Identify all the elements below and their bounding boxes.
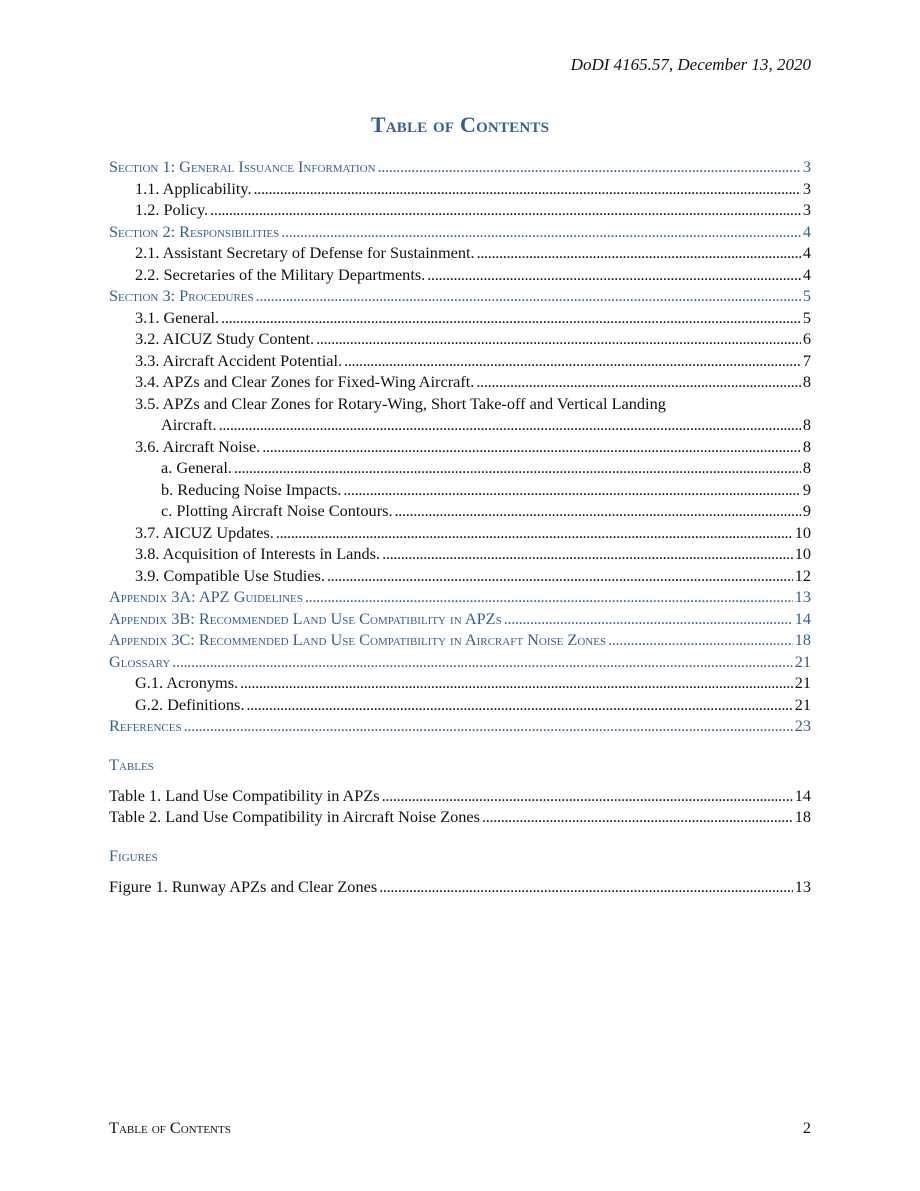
- toc-section-entry-page: 3: [802, 157, 811, 176]
- toc-entry-page: 3: [802, 200, 811, 219]
- page-header: DoDI 4165.57, December 13, 2020: [570, 55, 811, 74]
- toc-entry-text: 3.6. Aircraft Noise.: [135, 436, 261, 456]
- toc-entry-page: 21: [794, 673, 811, 692]
- dot-leader: [382, 544, 793, 564]
- dot-leader: [246, 695, 792, 715]
- toc-entry[interactable]: [109, 437, 811, 459]
- tables-heading: Tables: [109, 754, 154, 774]
- toc-entry-page: 10: [794, 522, 811, 542]
- toc-section-entry-page: 13: [794, 587, 811, 606]
- toc-entry-page: 3: [802, 178, 811, 198]
- toc-section-entry[interactable]: [109, 222, 811, 244]
- dot-leader: [210, 200, 801, 220]
- toc-entry-page: 9: [802, 479, 811, 499]
- dot-leader: [382, 786, 793, 806]
- toc-entry-text: 3.3. Aircraft Accident Potential.: [135, 350, 343, 370]
- toc-entry-page: 7: [802, 350, 811, 370]
- figure-entry[interactable]: [109, 877, 811, 899]
- toc-section-entry-text: Section 2: Responsibilities: [109, 221, 280, 241]
- dot-leader: [395, 501, 801, 521]
- dot-leader: [262, 437, 801, 457]
- toc-section-entry-text: References: [109, 716, 182, 735]
- toc-list: [109, 157, 811, 738]
- toc-entry[interactable]: [109, 372, 811, 394]
- dot-leader: [256, 286, 801, 306]
- toc-section-entry-text: Section 3: Procedures: [109, 286, 254, 305]
- toc-section-entry[interactable]: [109, 630, 811, 652]
- toc-entry-page: 10: [794, 544, 811, 563]
- tables-list: [109, 786, 811, 829]
- toc-entry[interactable]: [109, 566, 811, 588]
- toc-entry-continuation-text: Aircraft.: [161, 415, 217, 434]
- toc-section-entry-text: Glossary: [109, 651, 171, 671]
- dot-leader: [305, 587, 793, 607]
- dot-leader: [219, 415, 801, 435]
- dot-leader: [184, 716, 793, 736]
- toc-entry-page: 8: [802, 436, 811, 456]
- dot-leader: [379, 877, 793, 897]
- toc-entry-page: 5: [802, 307, 811, 327]
- toc-entry[interactable]: [109, 265, 811, 287]
- table-of-contents: [109, 157, 811, 898]
- dot-leader: [344, 351, 801, 371]
- toc-entry[interactable]: [109, 243, 811, 265]
- dot-leader: [504, 609, 793, 629]
- dot-leader: [281, 222, 801, 242]
- figures-list: [109, 877, 811, 899]
- toc-entry-page: 12: [794, 565, 811, 585]
- toc-entry-text: 2.1. Assistant Secretary of Defense for Sustainment.: [135, 243, 475, 262]
- dot-leader: [482, 807, 793, 827]
- toc-entry-page: 4: [802, 264, 811, 284]
- toc-entry[interactable]: [109, 179, 811, 201]
- toc-section-entry[interactable]: [109, 609, 811, 631]
- dot-leader: [477, 243, 801, 263]
- toc-section-entry[interactable]: [109, 157, 811, 179]
- table-entry[interactable]: [109, 807, 811, 829]
- page-number: 2: [802, 1118, 811, 1137]
- toc-entry-text: c. Plotting Aircraft Noise Contours.: [161, 501, 393, 520]
- toc-entry-text: b. Reducing Noise Impacts.: [161, 479, 342, 499]
- toc-entry-text: 3.8. Acquisition of Interests in Lands.: [135, 544, 381, 563]
- figure-entry-text: Figure 1. Runway APZs and Clear Zones: [109, 876, 378, 896]
- toc-section-entry[interactable]: [109, 652, 811, 674]
- toc-entry-continuation-page: 8: [802, 415, 811, 434]
- toc-entry[interactable]: [109, 200, 811, 222]
- toc-entry-text: 3.2. AICUZ Study Content.: [135, 329, 315, 348]
- figures-heading: Figures: [109, 845, 158, 865]
- figure-entry-page: 13: [794, 876, 811, 896]
- dot-leader: [276, 523, 793, 543]
- toc-section-entry[interactable]: [109, 716, 811, 738]
- toc-entry[interactable]: [109, 480, 811, 502]
- toc-entry-text: 3.1. General.: [135, 307, 220, 327]
- toc-section-entry-text: Appendix 3C: Recommended Land Use Compatibility in Aircraft Noise Zones: [109, 630, 607, 649]
- table-entry-text: Table 1. Land Use Compatibility in APZs: [109, 785, 380, 805]
- toc-entry[interactable]: [109, 523, 811, 545]
- toc-entry-text: 3.7. AICUZ Updates.: [135, 522, 274, 542]
- dot-leader: [608, 630, 793, 650]
- footer-title: Table of Contents: [109, 1118, 231, 1137]
- toc-section-entry-page: 14: [794, 608, 811, 628]
- toc-entry-text: G.2. Definitions.: [135, 694, 245, 714]
- toc-entry-text: 1.2. Policy.: [135, 200, 209, 219]
- toc-entry[interactable]: [109, 501, 811, 523]
- toc-entry[interactable]: [109, 329, 811, 351]
- toc-entry[interactable]: [109, 351, 811, 373]
- dot-leader: [327, 566, 793, 586]
- toc-section-entry-text: Appendix 3B: Recommended Land Use Compatibility in APZs: [109, 608, 502, 628]
- table-entry-text: Table 2. Land Use Compatibility in Aircraft Noise Zones: [109, 807, 480, 826]
- toc-section-entry-page: 4: [802, 221, 811, 241]
- toc-entry-page: 9: [802, 501, 811, 520]
- toc-section-entry[interactable]: [109, 587, 811, 609]
- table-entry-page: 18: [794, 807, 811, 826]
- toc-entry-wrapped[interactable]: 3.5. APZs and Clear Zones for Rotary-Wing, Short Take-off and Vertical Landing: [135, 393, 666, 413]
- dot-leader: [427, 265, 801, 285]
- toc-entry-text: 3.4. APZs and Clear Zones for Fixed-Wing Aircraft.: [135, 372, 475, 391]
- toc-entry-page: 21: [794, 694, 811, 714]
- toc-entry-text: a. General.: [161, 458, 232, 477]
- dot-leader: [316, 329, 801, 349]
- toc-section-entry-page: 21: [794, 651, 811, 671]
- toc-section-entry[interactable]: [109, 286, 811, 308]
- toc-entry-text: 3.9. Compatible Use Studies.: [135, 565, 325, 585]
- toc-section-entry-text: Appendix 3A: APZ Guidelines: [109, 587, 303, 606]
- toc-entry[interactable]: [109, 458, 811, 480]
- toc-entry-page: 8: [802, 458, 811, 477]
- dot-leader: [254, 179, 801, 199]
- toc-entry-text: G.1. Acronyms.: [135, 673, 239, 692]
- toc-section-entry-page: 23: [794, 716, 811, 735]
- toc-entry[interactable]: [109, 544, 811, 566]
- toc-entry-page: 4: [802, 243, 811, 262]
- toc-entry[interactable]: [109, 695, 811, 717]
- toc-entry-page: 6: [802, 329, 811, 348]
- dot-leader: [234, 458, 801, 478]
- page-title: Table of Contents: [370, 112, 550, 137]
- dot-leader: [378, 157, 801, 177]
- toc-entry-text: 2.2. Secretaries of the Military Departments.: [135, 264, 426, 284]
- toc-section-entry-page: 5: [802, 286, 811, 305]
- toc-entry-page: 8: [802, 372, 811, 391]
- toc-entry-text: 1.1. Applicability.: [135, 178, 252, 198]
- dot-leader: [172, 652, 792, 672]
- dot-leader: [476, 372, 800, 392]
- dot-leader: [221, 308, 801, 328]
- table-entry[interactable]: [109, 786, 811, 808]
- toc-entry-continuation[interactable]: [109, 415, 811, 437]
- table-entry-page: 14: [794, 785, 811, 805]
- toc-section-entry-text: Section 1: General Issuance Information: [109, 157, 376, 176]
- toc-section-entry-page: 18: [794, 630, 811, 649]
- toc-entry[interactable]: [109, 673, 811, 695]
- toc-entry[interactable]: [109, 308, 811, 330]
- dot-leader: [343, 480, 800, 500]
- page-footer: [109, 1118, 811, 1138]
- dot-leader: [240, 673, 793, 693]
